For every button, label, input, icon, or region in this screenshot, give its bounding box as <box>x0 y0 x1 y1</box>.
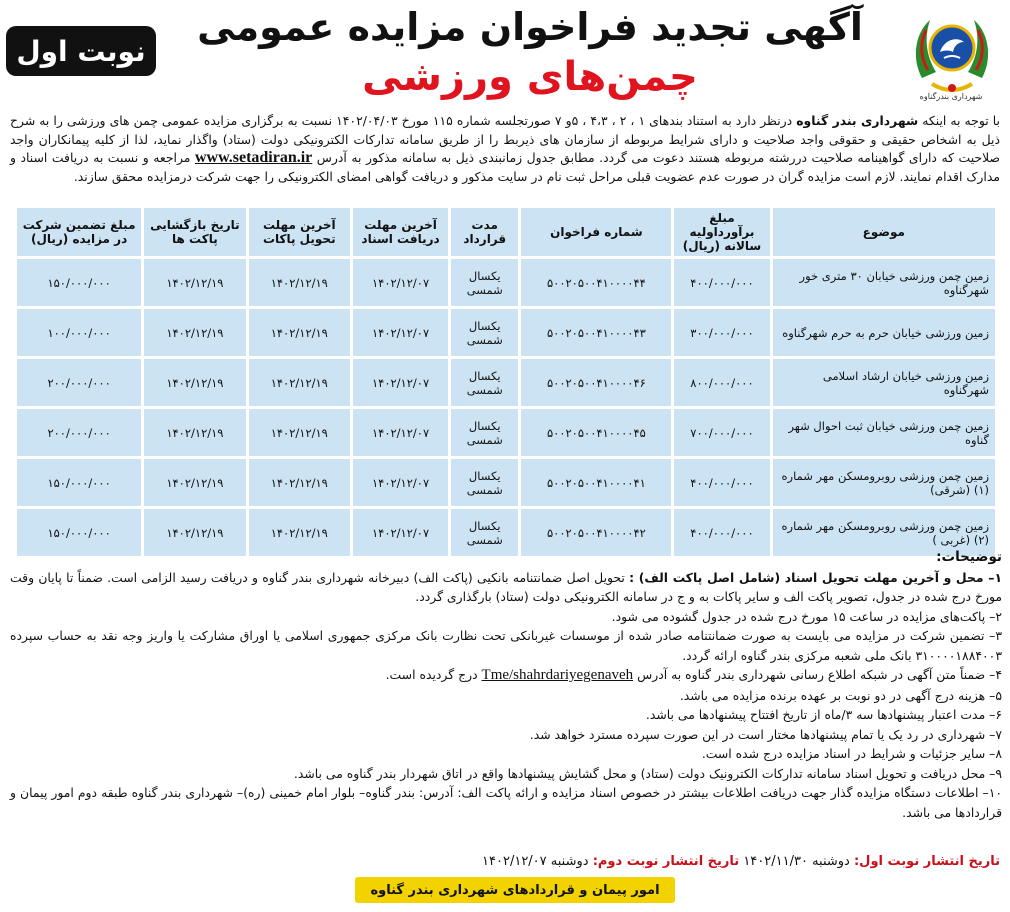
emblem-icon <box>906 8 998 100</box>
cell-opening-date: ۱۴۰۲/۱۲/۱۹ <box>144 309 245 356</box>
cell-call-number: ۵۰۰۲۰۵۰۰۴۱۰۰۰۰۴۴ <box>521 259 671 306</box>
table-row <box>17 259 995 306</box>
cell-subject: زمین ورزشی خیابان ارشاد اسلامی شهرگناوه <box>773 359 995 406</box>
cell-guarantee: ۱۵۰/۰۰۰/۰۰۰ <box>17 259 141 306</box>
turn-badge: نوبت اول <box>6 26 156 76</box>
col-subject: موضوع <box>773 208 995 256</box>
cell-doc-deadline: ۱۴۰۲/۱۲/۰۷ <box>353 409 448 456</box>
cell-doc-deadline: ۱۴۰۲/۱۲/۰۷ <box>353 509 448 556</box>
cell-duration: یکسال شمسی <box>451 459 518 506</box>
cell-doc-deadline: ۱۴۰۲/۱۲/۰۷ <box>353 459 448 506</box>
cell-guarantee: ۲۰۰/۰۰۰/۰۰۰ <box>17 409 141 456</box>
cell-guarantee: ۱۰۰/۰۰۰/۰۰۰ <box>17 309 141 356</box>
cell-submit-deadline: ۱۴۰۲/۱۲/۱۹ <box>249 459 350 506</box>
cell-subject: زمین ورزشی خیابان حرم به حرم شهرگناوه <box>773 309 995 356</box>
ad-title: آگهی تجدید فراخوان مزایده عمومی <box>197 5 863 49</box>
cell-call-number: ۵۰۰۲۰۵۰۰۴۱۰۰۰۰۴۳ <box>521 309 671 356</box>
table-row <box>17 409 995 456</box>
notes-heading: توضیحات: <box>936 549 1002 565</box>
cell-base-price: ۸۰۰/۰۰۰/۰۰۰ <box>674 359 769 406</box>
note-item-4 <box>10 665 1002 686</box>
cell-base-price: ۳۰۰/۰۰۰/۰۰۰ <box>674 309 769 356</box>
col-call-number: شماره فراخوان <box>521 208 671 256</box>
cell-doc-deadline: ۱۴۰۲/۱۲/۰۷ <box>353 359 448 406</box>
col-guarantee: مبلغ تضمین شرکت در مزایده (ریال) <box>17 208 141 256</box>
col-base-price: مبلغ برآورداولیه سالانه (ریال) <box>674 208 769 256</box>
cell-duration: یکسال شمسی <box>451 509 518 556</box>
table-header-row <box>17 208 995 256</box>
col-opening-date: تاریخ بازگشایی پاکت ها <box>144 208 245 256</box>
table-row <box>17 309 995 356</box>
cell-duration: یکسال شمسی <box>451 259 518 306</box>
cell-base-price: ۷۰۰/۰۰۰/۰۰۰ <box>674 409 769 456</box>
note-item-7: ۷– شهرداری در رد یک یا تمام پیشنهادها مختار است در این صورت سپرده مسترد خواهد شد. <box>529 726 1002 742</box>
note-item-1 <box>10 568 1002 607</box>
first-publish-date: دوشنبه ۱۴۰۲/۱۱/۳۰ <box>739 854 854 869</box>
note-1-text: تحویل اصل ضمانتنامه بانکیی (پاکت الف) دبیرخانه شهرداری بندر گناوه و دریافت رسید الزامی است. ضمناً تا پایان وقت مورخ درج شده در جدول، تصویر پاکت الف و سایر پاکات به و ج در سامانه الکترونیکی دولت (ستاد) بارگذاری گردد. <box>10 569 1002 604</box>
cell-subject: زمین چمن ورزشی خیابان ۳۰ متری خور شهرگناوه <box>773 259 995 306</box>
ad-header <box>0 0 1010 112</box>
col-duration: مدت قرارداد <box>451 208 518 256</box>
intro-text: درنظر دارد به استناد بندهای ۱ ، ۲ ، ۴،۳ ، ۵و ۷ صورتجلسه شماره ۱۱۵ مورخ ۱۴۰۲/۰۴/۰۳ نسبت به برگزاری مزایده عمومی چمن های ورزشی را به شرح ذیل به اشخاص حقیقی و حقوقی واجد صلاحیت و دارای شرایط مربوطه از سازمان های ذیربط را از طریق سامانه تدارکات الکترونیکی دولت (ستاد) واگذار نماید، لذا از کلیه پیمانکاران واجد صلاحیت که دارای گواهینامه صلاحیت دررشته مربوطه هستند دعوت می گردد. مطابق جدول زمانبندی ذیل به سامانه مذکور به آدرس <box>10 113 1001 165</box>
note-4-text-end: درج گردیده است. <box>385 667 482 682</box>
cell-submit-deadline: ۱۴۰۲/۱۲/۱۹ <box>249 509 350 556</box>
cell-call-number: ۵۰۰۲۰۵۰۰۴۱۰۰۰۰۴۱ <box>521 459 671 506</box>
cell-subject: زمین چمن ورزشی روبرومسکن مهر شماره (۱) (شرقی) <box>773 459 995 506</box>
note-item-8: ۸– سایر جزئیات و شرایط در اسناد مزایده درج شده است. <box>701 746 1002 761</box>
cell-guarantee: ۱۵۰/۰۰۰/۰۰۰ <box>17 459 141 506</box>
second-publish-date: دوشنبه ۱۴۰۲/۱۲/۰۷ <box>482 854 593 869</box>
cell-duration: یکسال شمسی <box>451 409 518 456</box>
second-publish-label: تاریخ انتشار نوبت دوم: <box>592 854 740 869</box>
cell-guarantee: ۲۰۰/۰۰۰/۰۰۰ <box>17 359 141 406</box>
col-doc-deadline: آخرین مهلت دریافت اسناد <box>353 208 448 256</box>
cell-opening-date: ۱۴۰۲/۱۲/۱۹ <box>144 459 245 506</box>
auction-table <box>14 205 998 559</box>
cell-base-price: ۴۰۰/۰۰۰/۰۰۰ <box>674 509 769 556</box>
table-row <box>17 459 995 506</box>
intro-text: با توجه به اینکه <box>918 113 1000 128</box>
cell-duration: یکسال شمسی <box>451 359 518 406</box>
note-1-title: ۱– محل و آخرین مهلت تحویل اسناد (شامل اصل پاکت الف) : <box>629 569 1003 585</box>
ad-subtitle: چمن‌های ورزشی <box>362 54 698 100</box>
cell-call-number: ۵۰۰۲۰۵۰۰۴۱۰۰۰۰۴۶ <box>521 359 671 406</box>
cell-opening-date: ۱۴۰۲/۱۲/۱۹ <box>144 359 245 406</box>
cell-base-price: ۴۰۰/۰۰۰/۰۰۰ <box>674 259 769 306</box>
cell-guarantee: ۱۵۰/۰۰۰/۰۰۰ <box>17 509 141 556</box>
cell-submit-deadline: ۱۴۰۲/۱۲/۱۹ <box>249 309 350 356</box>
footer-department: امور پیمان و قراردادهای شهرداری بندر گناوه <box>355 877 675 903</box>
cell-submit-deadline: ۱۴۰۲/۱۲/۱۹ <box>249 359 350 406</box>
note-item-10: ۱۰– اطلاعات دستگاه مزایده گذار جهت دریافت اطلاعات بیشتر در خصوص اسناد مزایده و ارائه پاکت الف: آدرس: بندر گناوه– بلوار امام خمینی (ره)– شهرداری بندر گناوه طبقه دوم امور پیمان و قراردادها می باشد. <box>10 785 1002 820</box>
cell-base-price: ۴۰۰/۰۰۰/۰۰۰ <box>674 459 769 506</box>
cell-call-number: ۵۰۰۲۰۵۰۰۴۱۰۰۰۰۴۲ <box>521 509 671 556</box>
cell-opening-date: ۱۴۰۲/۱۲/۱۹ <box>144 409 245 456</box>
intro-paragraph <box>10 112 1000 186</box>
cell-opening-date: ۱۴۰۲/۱۲/۱۹ <box>144 259 245 306</box>
notes-section <box>10 548 1002 822</box>
intro-text: مراجعه و نسبت به دریافت اسناد و مدارک اقدام نمایند. لازم است مزایده گران در صورت عدم عضویت قبلی مراحل ثبت نام در سایت مذکور و دریافت گواهی امضای الکترونیکی را جهت شرکت درمزایده محقق سازند. <box>10 150 1000 184</box>
col-submit-deadline: آخرین مهلت تحویل پاکات <box>249 208 350 256</box>
note-4-text: ۴– ضمناً متن آگهی در شبکه اطلاع رسانی شهرداری بندر گناوه به آدرس <box>633 667 1002 682</box>
table-row <box>17 359 995 406</box>
first-publish-label: تاریخ انتشار نوبت اول: <box>853 854 1000 869</box>
cell-submit-deadline: ۱۴۰۲/۱۲/۱۹ <box>249 409 350 456</box>
cell-doc-deadline: ۱۴۰۲/۱۲/۰۷ <box>353 259 448 306</box>
cell-call-number: ۵۰۰۲۰۵۰۰۴۱۰۰۰۰۴۵ <box>521 409 671 456</box>
cell-submit-deadline: ۱۴۰۲/۱۲/۱۹ <box>249 259 350 306</box>
note-item-9: ۹– محل دریافت و تحویل اسناد سامانه تدارکات الکترونیک دولت (ستاد) و محل گشایش پیشنهادها واقع در اتاق شهردار بندر گناوه می باشد. <box>293 765 1002 781</box>
cell-opening-date: ۱۴۰۲/۱۲/۱۹ <box>144 509 245 556</box>
cell-subject: زمین چمن ورزشی خیابان ثبت احوال شهر گناوه <box>773 409 995 456</box>
note-item-6: ۶– مدت اعتبار پیشنهادها سه ۳/ماه از تاریخ افتتاح پیشنهادها می باشد. <box>645 707 1002 722</box>
website-link[interactable]: www.setadiran.ir <box>194 149 313 166</box>
publish-dates <box>482 854 1000 869</box>
telegram-link[interactable]: Tme/shahrdariyegenaveh <box>481 667 634 683</box>
logo-caption: شهرداری بندرگناوه <box>919 92 983 101</box>
cell-doc-deadline: ۱۴۰۲/۱۲/۰۷ <box>353 309 448 356</box>
cell-duration: یکسال شمسی <box>451 309 518 356</box>
municipality-name: شهرداری بندر گناوه <box>796 113 919 128</box>
note-item-2: ۲– پاکت‌های مزایده در ساعت ۱۵ مورخ درج شده در جدول گشوده می شود. <box>611 608 1002 624</box>
note-item-3: ۳– تضمین شرکت در مزایده می بایست به صورت ضمانتنامه صادر شده از موسسات غیربانکی تحت نظارت بانک مرکزی جمهوری اسلامی یا اوراق مشارکت یا واریز وجه نقد به حساب سپرده ۳۱۰۰۰۰۱۸۸۴۰۰۳ بانک ملی شعبه مرکزی بندر گناوه ارائه گردد. <box>10 628 1002 663</box>
cell-subject: زمین چمن ورزشی روبرومسکن مهر شماره (۲) (غربی ) <box>773 509 995 556</box>
note-item-5: ۵– هزینه درج آگهی در دو نوبت بر عهده برنده مزایده می باشد. <box>679 687 1002 703</box>
